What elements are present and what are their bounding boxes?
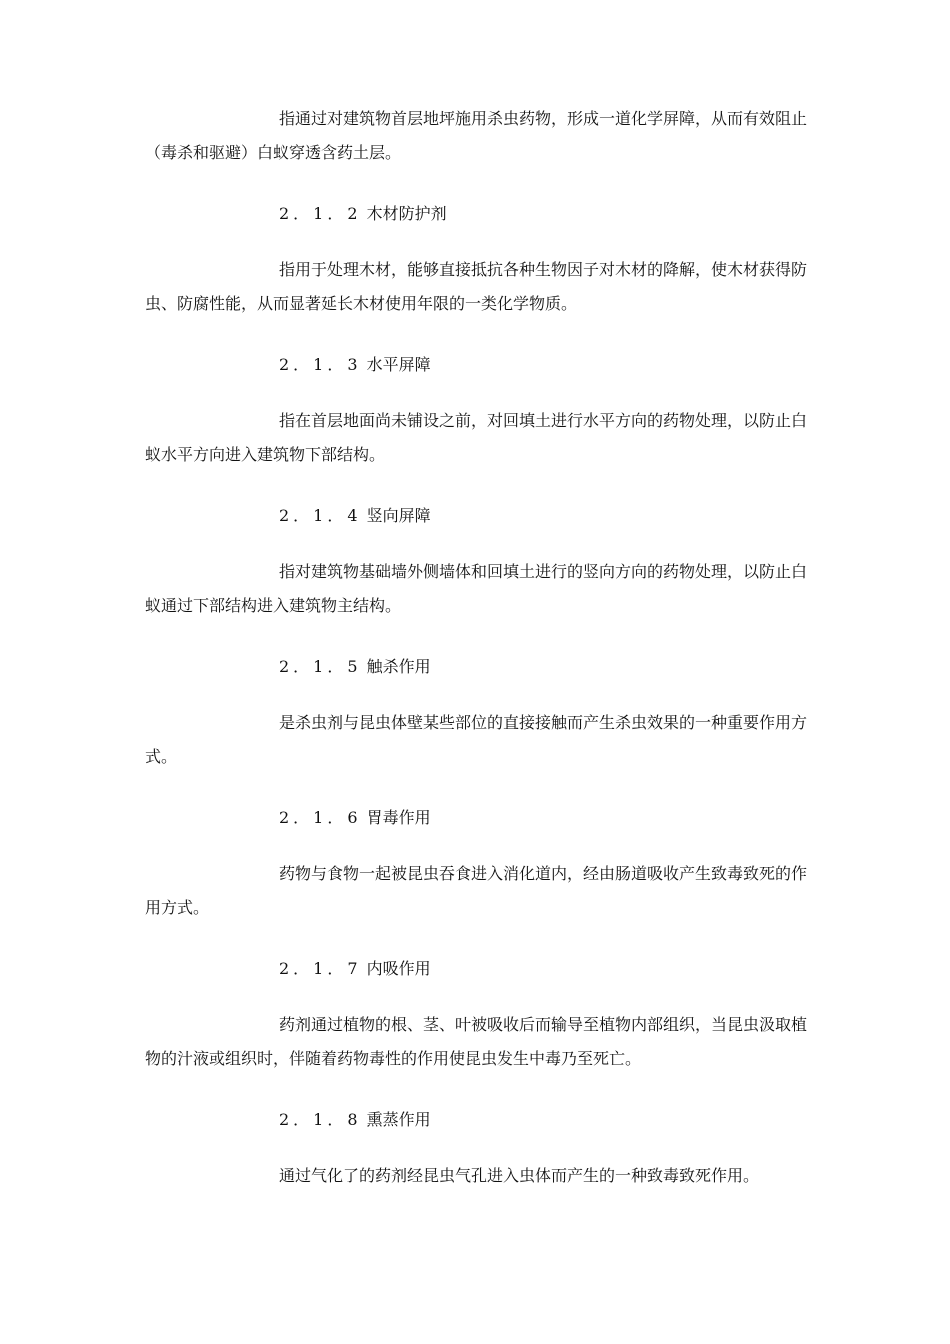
paragraph-fumigation: 通过气化了的药剂经昆虫气孔进入虫体而产生的一种致毒致死作用。 [279,1166,760,1185]
section-title: 胃毒作用 [366,808,431,827]
section-title: 触杀作用 [366,657,431,676]
paragraph-vertical-barrier: 指对建筑物基础墙外侧墙体和回填土进行的竖向方向的药物处理，以防止白蚁通过下部结构进入建筑物主结构。 [145,562,808,615]
paragraph-wood-preservative: 指用于处理木材，能够直接抵抗各种生物因子对木材的降解，使木材获得防虫、防腐性能，从而显著延长木材使用年限的一类化学物质。 [145,260,808,313]
section-number: 2．1．3 [279,355,362,374]
paragraph-horizontal-barrier: 指在首层地面尚未铺设之前，对回填土进行水平方向的药物处理，以防止白蚁水平方向进入建筑物下部结构。 [145,411,808,464]
section-title: 木材防护剂 [366,204,447,223]
paragraph-chemical-barrier: 指通过对建筑物首层地坪施用杀虫药物，形成一道化学屏障，从而有效阻止（毒杀和驱避）白蚁穿透含药土层。 [145,109,808,162]
section-heading-2-1-6 [279,806,431,830]
section-title: 内吸作用 [366,959,431,978]
section-title: 熏蒸作用 [366,1110,431,1129]
section-number: 2．1．6 [279,808,362,827]
section-heading-2-1-4 [279,504,431,528]
section-number: 2．1．2 [279,204,362,223]
section-title: 竖向屏障 [366,506,431,525]
section-number: 2．1．4 [279,506,362,525]
paragraph-systemic-action: 药剂通过植物的根、茎、叶被吸收后而输导至植物内部组织，当昆虫汲取植物的汁液或组织时，伴随着药物毒性的作用使昆虫发生中毒乃至死亡。 [145,1015,808,1068]
section-heading-2-1-2 [279,202,447,226]
paragraph-contact-action: 是杀虫剂与昆虫体壁某些部位的直接接触而产生杀虫效果的一种重要作用方式。 [145,713,808,766]
section-heading-2-1-5 [279,655,431,679]
section-number: 2．1．7 [279,959,362,978]
section-heading-2-1-3 [279,353,431,377]
section-number: 2．1．5 [279,657,362,676]
section-heading-2-1-7 [279,957,431,981]
section-title: 水平屏障 [366,355,431,374]
paragraph-stomach-poison: 药物与食物一起被昆虫吞食进入消化道内，经由肠道吸收产生致毒致死的作用方式。 [145,864,808,917]
section-heading-2-1-8 [279,1108,431,1132]
section-number: 2．1．8 [279,1110,362,1129]
